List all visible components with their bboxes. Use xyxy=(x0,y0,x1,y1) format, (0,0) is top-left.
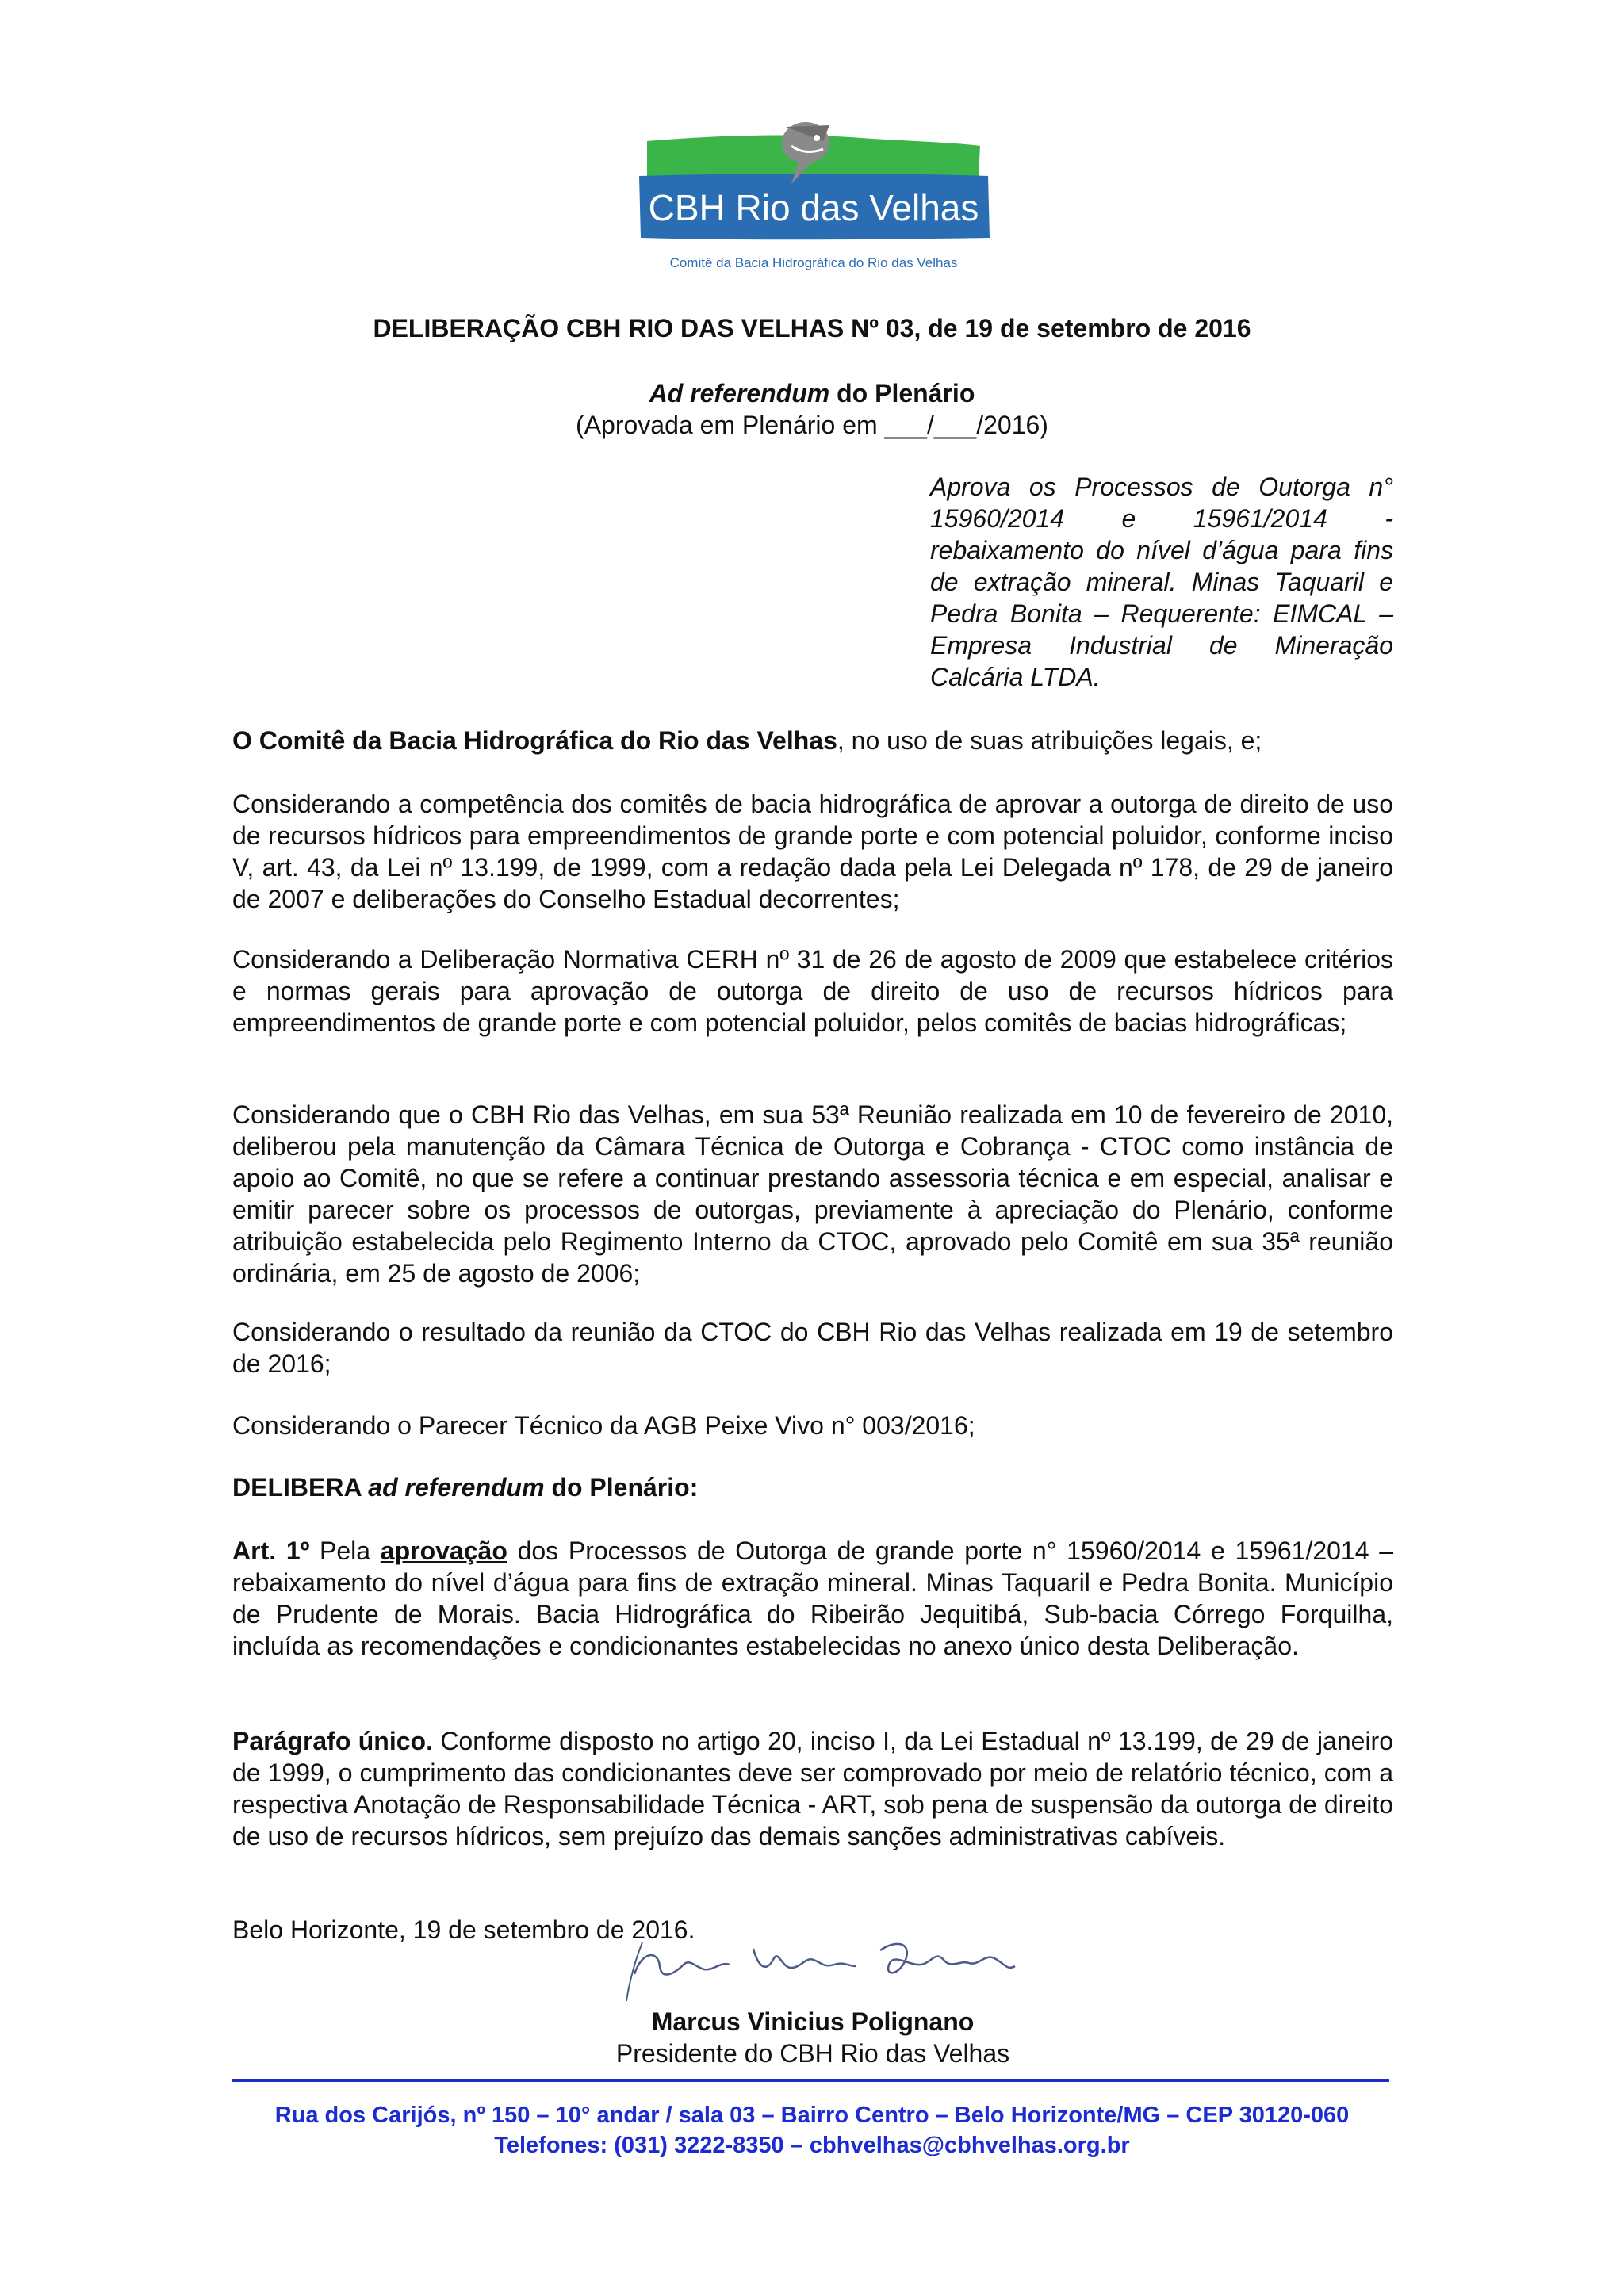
ad-referendum-rest: do Plenário xyxy=(829,379,975,408)
logo-title: CBH Rio das Velhas xyxy=(648,187,979,228)
considerando-4: Considerando o resultado da reunião da CTOC do CBH Rio das Velhas realizada em 19 de setembro de 2016; xyxy=(232,1318,1393,1378)
footer-rule xyxy=(232,2079,1389,2082)
intro-rest: , no uso de suas atribuições legais, e; xyxy=(837,726,1262,755)
ad-referendum-line xyxy=(0,379,1624,408)
place-date: Belo Horizonte, 19 de setembro de 2016. xyxy=(232,1915,695,1944)
deliberation-title: DELIBERAÇÃO CBH RIO DAS VELHAS Nº 03, de 19 de setembro de 2016 xyxy=(373,314,1251,342)
considerando-1: Considerando a competência dos comitês de bacia hidrográfica de aprovar a outorga de direito de uso de recursos hídricos para empreendimentos de grande porte e com potencial poluidor, conforme inciso V, art. 43, da Lei nº 13.199, de 1999, com a redação dada pela Lei Delegada nº 178, de 29 de janeiro de 2007 e deliberações do Conselho Estadual decorrentes; xyxy=(232,790,1393,913)
footer-address: Rua dos Carijós, nº 150 – 10° andar / sala 03 – Bairro Centro – Belo Horizonte/MG – CEP 30120-060 xyxy=(274,2103,1350,2128)
paragrafo-text: Conforme disposto no artigo 20, inciso I, da Lei Estadual nº 13.199, de 29 de janeiro de 1999, o cumprimento das condicionantes deve ser comprovado por meio de relatório técnico, com a respectiva Anotação de Responsabilidade Técnica - ART, sob pena de suspensão da outorga de direito de uso de recursos hídricos, sem prejuízo das demais sanções administrativas cabíveis. xyxy=(232,1727,1394,1850)
article-1 xyxy=(232,1535,1393,1662)
footer-contact: Telefones: (031) 3222-8350 – cbhvelhas@cbhvelhas.org.br xyxy=(494,2133,1130,2158)
intro-bold: O Comitê da Bacia Hidrográfica do Rio das Velhas xyxy=(232,726,837,755)
article-1-text: dos Processos de Outorga de grande porte n° 15960/2014 e 15961/2014 – rebaixamento do nível d’água para fins de extração mineral. Minas Taquaril e Pedra Bonita. Município de Prudente de Morais. Bacia Hidrográfica do Ribeirão Jequitibá, Sub-bacia Córrego Forquilha, incluída as recomendações e condicionantes estabelecidas no anexo único desta Deliberação. xyxy=(232,1536,1394,1660)
delibera-italic: ad referendum xyxy=(368,1473,545,1502)
delibera-word: DELIBERA xyxy=(232,1473,369,1502)
signatory-name: Marcus Vinicius Polignano xyxy=(651,2007,975,2036)
approved-line: (Aprovada em Plenário em ___/___/2016) xyxy=(576,411,1048,439)
article-1-underline: aprovação xyxy=(380,1536,508,1565)
considerando-3: Considerando que o CBH Rio das Velhas, em sua 53ª Reunião realizada em 10 de fevereiro de 2010, deliberou pela manutenção da Câmara Técnica de Outorga e Cobrança - CTOC como instância de apoio ao Comitê, no que se refere a continuar prestando assessoria técnica e em especial, analisar e emitir parecer sobre os processos de outorgas, previamente à apreciação do Plenário, conforme atribuição estabelecida pelo Regimento Interno da CTOC, aprovado pelo Comitê em sua 35ª reunião ordinária, em 25 de agosto de 2006; xyxy=(232,1100,1393,1288)
paragrafo-unico xyxy=(232,1725,1393,1852)
delibera-rest: do Plenário: xyxy=(544,1473,699,1502)
ad-referendum-italic: Ad referendum xyxy=(649,379,830,408)
handwritten-signature xyxy=(611,1919,1023,2006)
ementa: Aprova os Processos de Outorga n° 15960/2014 e 15961/2014 - rebaixamento do nível d’água para fins de extração mineral. Minas Taquaril e Pedra Bonita – Requerente: EIMCAL – Empresa Industrial de Mineração Calcária LTDA. xyxy=(930,473,1393,691)
considerando-5: Considerando o Parecer Técnico da AGB Peixe Vivo n° 003/2016; xyxy=(232,1411,975,1440)
article-1-label: Art. 1º xyxy=(232,1536,310,1565)
considerando-2: Considerando a Deliberação Normativa CERH nº 31 de 26 de agosto de 2009 que estabelece critérios e normas gerais para aprovação de outorga de direito de uso de recursos hídricos para empreendimentos de grande porte e com potencial poluidor, pelos comitês de bacias hidrográficas; xyxy=(232,945,1393,1037)
signatory-role: Presidente do CBH Rio das Velhas xyxy=(615,2039,1010,2068)
logo-subtitle: Comitê da Bacia Hidrográfica do Rio das Velhas xyxy=(669,255,958,270)
intro-paragraph xyxy=(232,725,1393,756)
article-1-pre: Pela xyxy=(309,1536,381,1565)
delibera-heading xyxy=(232,1471,1393,1503)
paragrafo-label: Parágrafo único. xyxy=(232,1727,433,1755)
